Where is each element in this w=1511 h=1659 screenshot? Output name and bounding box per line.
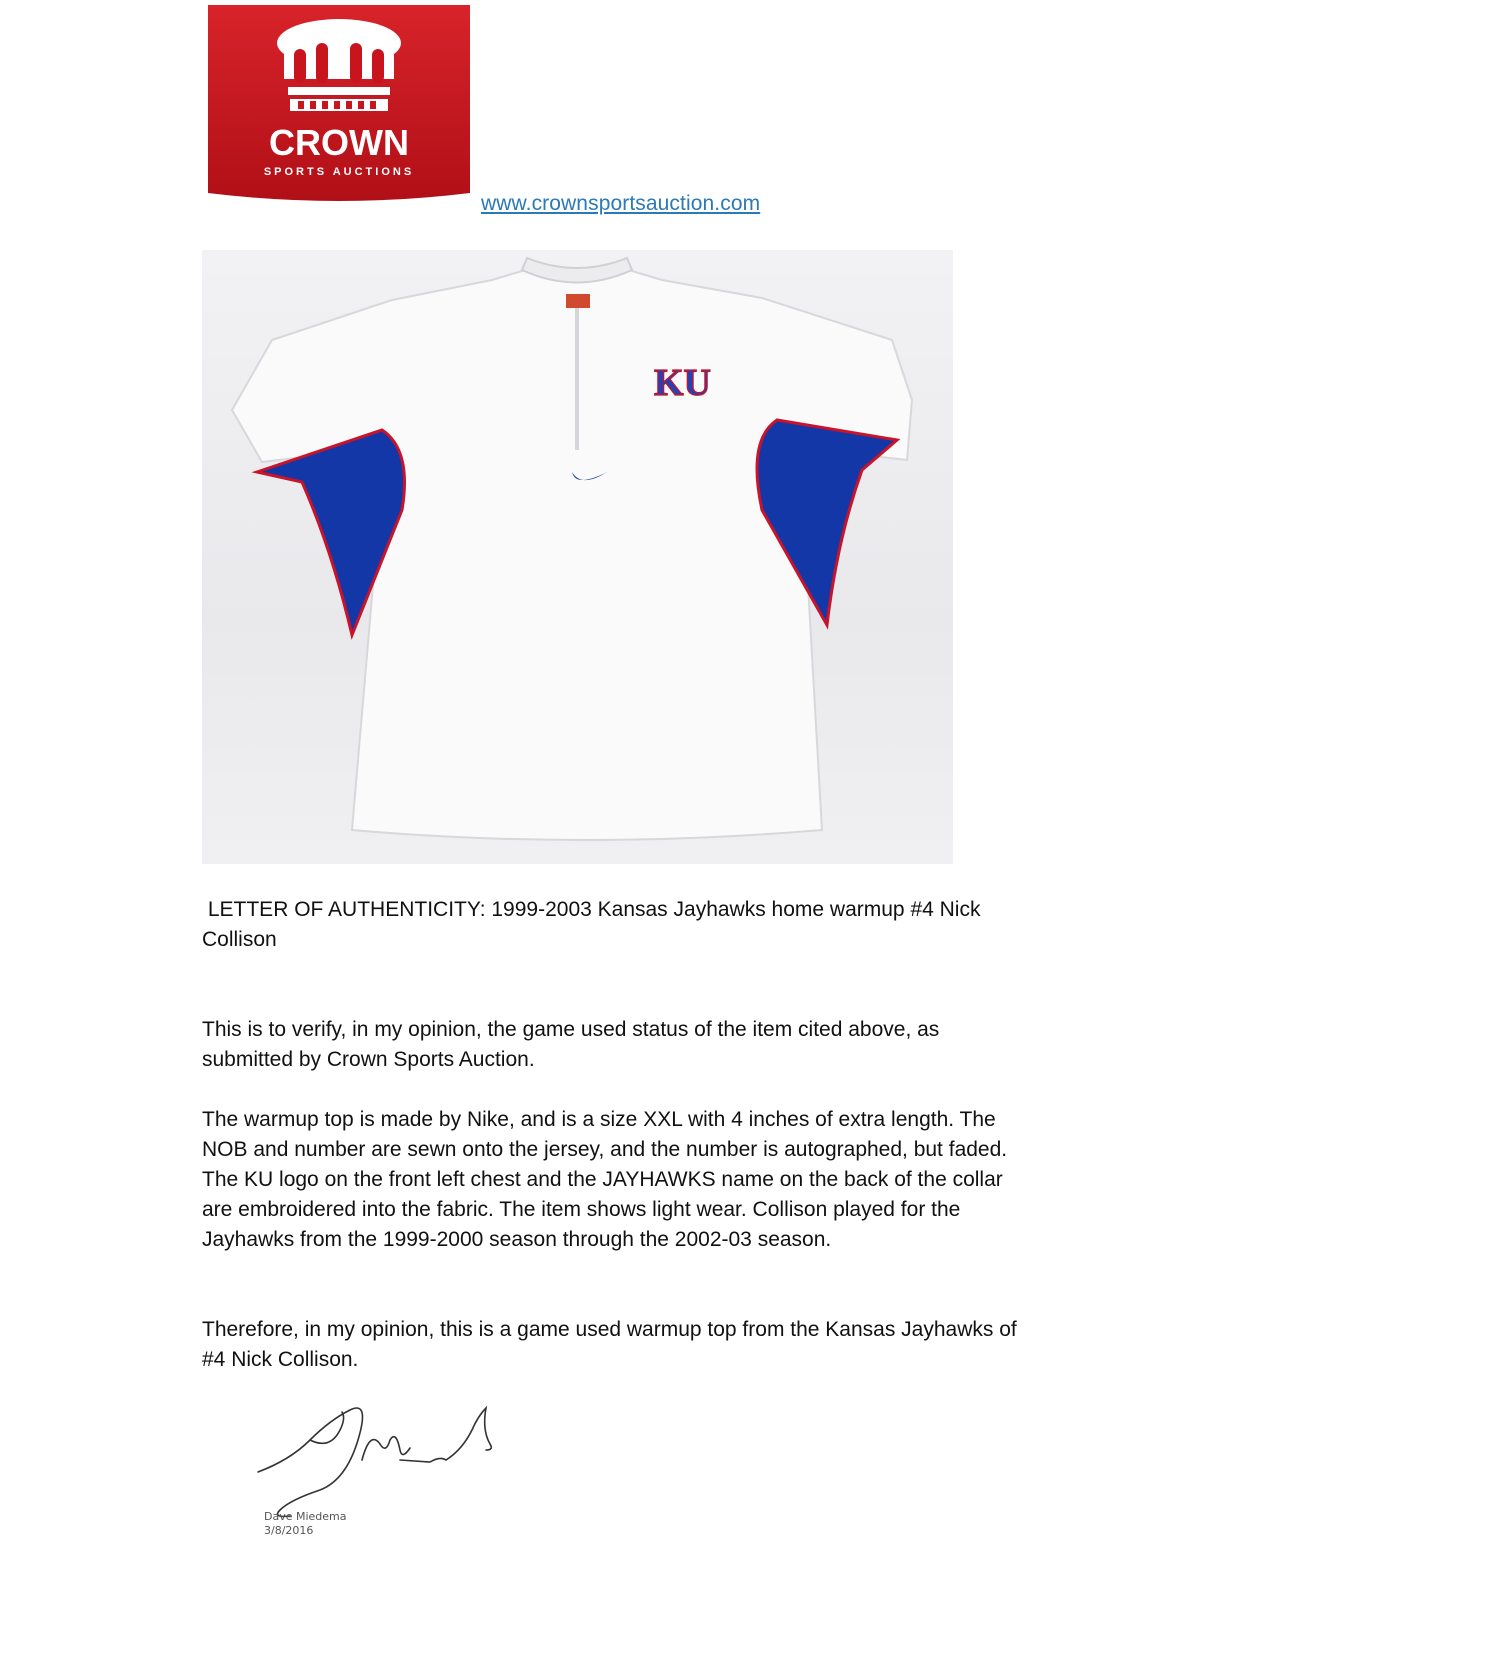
signer-name: Dave Miedema [264,1510,347,1523]
letter-paragraph-description: The warmup top is made by Nike, and is a size XXL with 4 inches of extra length. The NOB and number are sewn onto the jersey, and the number is autographed, but faded. The KU logo on the front left chest and the JAYHAWKS name on the back of the collar are embroidered into the fabric. The item shows light wear. Collison played for the Jayhawks from the 1999-2000 season through the 2002-03 season. [202,1108,1008,1251]
crown-sports-auctions-logo [206,3,472,201]
letter-paragraph-verification: This is to verify, in my opinion, the game used status of the item cited above, as submitted by Crown Sports Auction. [202,1018,940,1071]
logo-wordmark: CROWN [269,122,409,163]
letter-title: LETTER OF AUTHENTICITY: 1999-2003 Kansas Jayhawks home warmup #4 Nick Collison [202,898,987,951]
handwritten-signature [250,1400,510,1520]
signature-date: 3/8/2016 [264,1524,314,1537]
tag-icon [566,294,590,308]
signature-icon [250,1400,510,1520]
logo-tagline: SPORTS AUCTIONS [263,166,415,178]
warmup-shirt-illustration [202,250,953,864]
warmup-top-photo [202,250,953,864]
letter-paragraph-conclusion: Therefore, in my opinion, this is a game used warmup top from the Kansas Jayhawks of #4 Nick Collison. [202,1318,1017,1371]
website-link[interactable]: www.crownsportsauction.com [481,192,761,215]
ku-chest-logo: KU [654,362,711,404]
crown-icon [206,3,472,201]
